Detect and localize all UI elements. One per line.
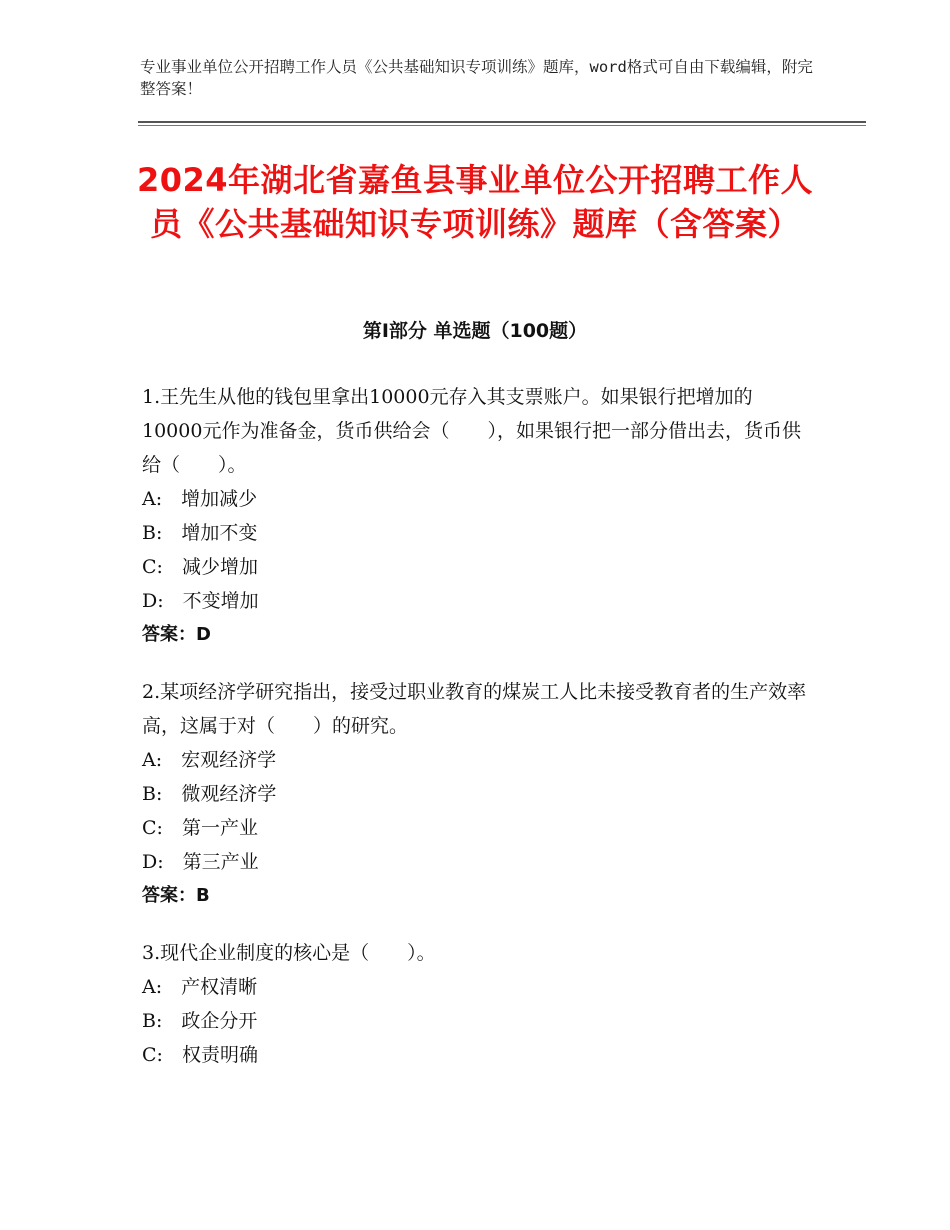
option-c: C: 减少增加 <box>142 556 258 578</box>
option-c: C: 第一产业 <box>142 817 258 839</box>
question-3 <box>142 936 812 1072</box>
option-a: A: 产权清晰 <box>142 976 258 998</box>
option-d: D: 第三产业 <box>142 851 259 873</box>
option-b: B: 微观经济学 <box>142 783 277 805</box>
question-list <box>142 380 812 1095</box>
header-divider-thin <box>138 125 866 126</box>
header-note: 专业事业单位公开招聘工作人员《公共基础知识专项训练》题库，word格式可自由下载编辑，附完整答案！ <box>140 58 813 98</box>
option-a: A: 宏观经济学 <box>142 749 277 771</box>
option-b: B: 政企分开 <box>142 1010 258 1032</box>
option-c: C: 权责明确 <box>142 1044 258 1066</box>
option-a: A: 增加减少 <box>142 488 258 510</box>
document-title: 2024年湖北省嘉鱼县事业单位公开招聘工作人员《公共基础知识专项训练》题库（含答案） <box>136 161 814 243</box>
question-text: 1.王先生从他的钱包里拿出10000元存入其支票账户。如果银行把增加的10000元作为准备金，货币供给会（ ），如果银行把一部分借出去，货币供给（ ）。 <box>142 386 801 476</box>
option-d: D: 不变增加 <box>142 590 259 612</box>
question-2 <box>142 675 812 913</box>
question-text: 2.某项经济学研究指出，接受过职业教育的煤炭工人比未接受教育者的生产效率高，这属于对（ ）的研究。 <box>142 681 807 737</box>
answer-label: 答案：D <box>142 624 211 645</box>
answer-label: 答案：B <box>142 885 210 906</box>
option-b: B: 增加不变 <box>142 522 258 544</box>
question-1 <box>142 380 812 652</box>
question-text: 3.现代企业制度的核心是（ ）。 <box>142 942 436 964</box>
section-title: 第I部分 单选题（100题） <box>362 320 588 342</box>
header-divider-thick <box>138 121 866 123</box>
